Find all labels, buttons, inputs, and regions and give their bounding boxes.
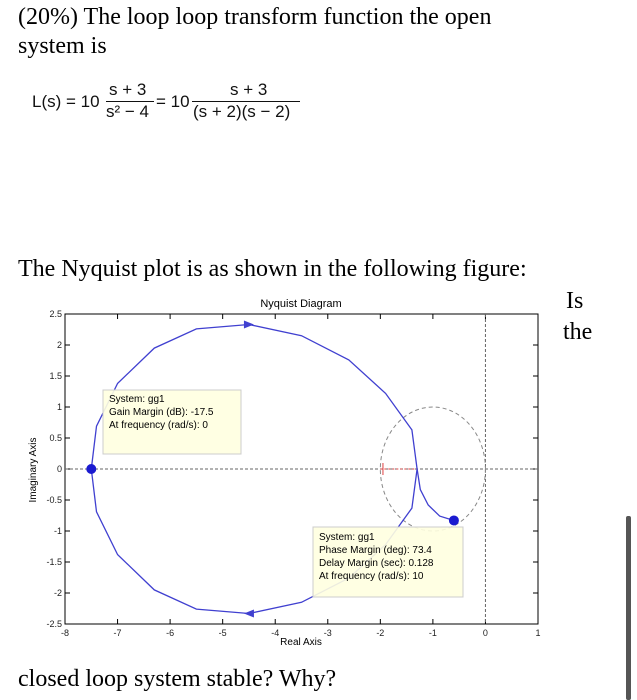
equation-lhs: L(s) = 10 xyxy=(32,92,100,111)
question-text-line-1: (20%) The loop loop transform function the open xyxy=(18,4,492,30)
x-tick-label: 0 xyxy=(482,628,488,638)
y-tick-label: 0 xyxy=(56,464,62,474)
chart-title: Nyquist Diagram xyxy=(260,298,342,310)
y-tick-label: 2 xyxy=(56,340,62,350)
datatip-line: System: gg1 xyxy=(109,394,165,405)
equation-numerator-2: s + 3 xyxy=(230,80,268,99)
datatip-line: Gain Margin (dB): -17.5 xyxy=(109,407,214,418)
datatip-line: At frequency (rad/s): 0 xyxy=(109,420,208,431)
datatip-marker xyxy=(86,464,96,474)
x-tick-label: -8 xyxy=(60,628,70,638)
y-tick-label: 2.5 xyxy=(49,309,62,319)
y-tick-label: -1.5 xyxy=(46,557,62,567)
x-tick-label: 1 xyxy=(535,628,541,638)
x-axis-label: Real Axis xyxy=(280,637,322,648)
question-text-line-3: The Nyquist plot is as shown in the following figure: xyxy=(18,256,527,282)
x-tick-label: -4 xyxy=(271,628,280,638)
equation-denominator-2: (s + 2)(s − 2) xyxy=(193,102,291,121)
scrollbar[interactable] xyxy=(626,516,631,700)
y-tick-label: 0.5 xyxy=(49,433,62,443)
y-tick-label: -1 xyxy=(53,526,62,536)
nyquist-chart xyxy=(0,290,560,655)
x-tick-label: -7 xyxy=(113,628,122,638)
side-text-the: the xyxy=(563,319,593,345)
x-tick-label: -1 xyxy=(428,628,437,638)
equation-denominator-1: s² − 4 xyxy=(106,102,149,121)
x-tick-label: -5 xyxy=(218,628,227,638)
equation-numerator-1: s + 3 xyxy=(109,80,147,99)
phase-margin-datatip xyxy=(313,527,463,597)
datatip-line: Delay Margin (sec): 0.128 xyxy=(319,558,434,569)
y-tick-label: -0.5 xyxy=(46,495,62,505)
y-axis-label: Imaginary Axis xyxy=(28,437,39,503)
gain-margin-datatip xyxy=(103,390,241,454)
y-tick-label: 1.5 xyxy=(49,371,62,381)
y-tick-label: -2.5 xyxy=(46,619,62,629)
x-tick-label: -6 xyxy=(166,628,175,638)
equation-equals-2: = 10 xyxy=(156,92,190,111)
x-tick-label: -3 xyxy=(323,628,332,638)
side-text-is: Is xyxy=(566,288,584,314)
datatip-line: Phase Margin (deg): 73.4 xyxy=(319,545,432,556)
datatip-marker xyxy=(449,515,459,525)
y-tick-label: -2 xyxy=(53,588,62,598)
datatip-line: At frequency (rad/s): 10 xyxy=(319,571,424,582)
x-tick-label: -2 xyxy=(376,628,385,638)
y-tick-label: 1 xyxy=(56,402,62,412)
datatip-line: System: gg1 xyxy=(319,532,375,543)
question-text-line-2: system is xyxy=(18,33,107,59)
question-text-line-4: closed loop system stable? Why? xyxy=(18,666,337,692)
